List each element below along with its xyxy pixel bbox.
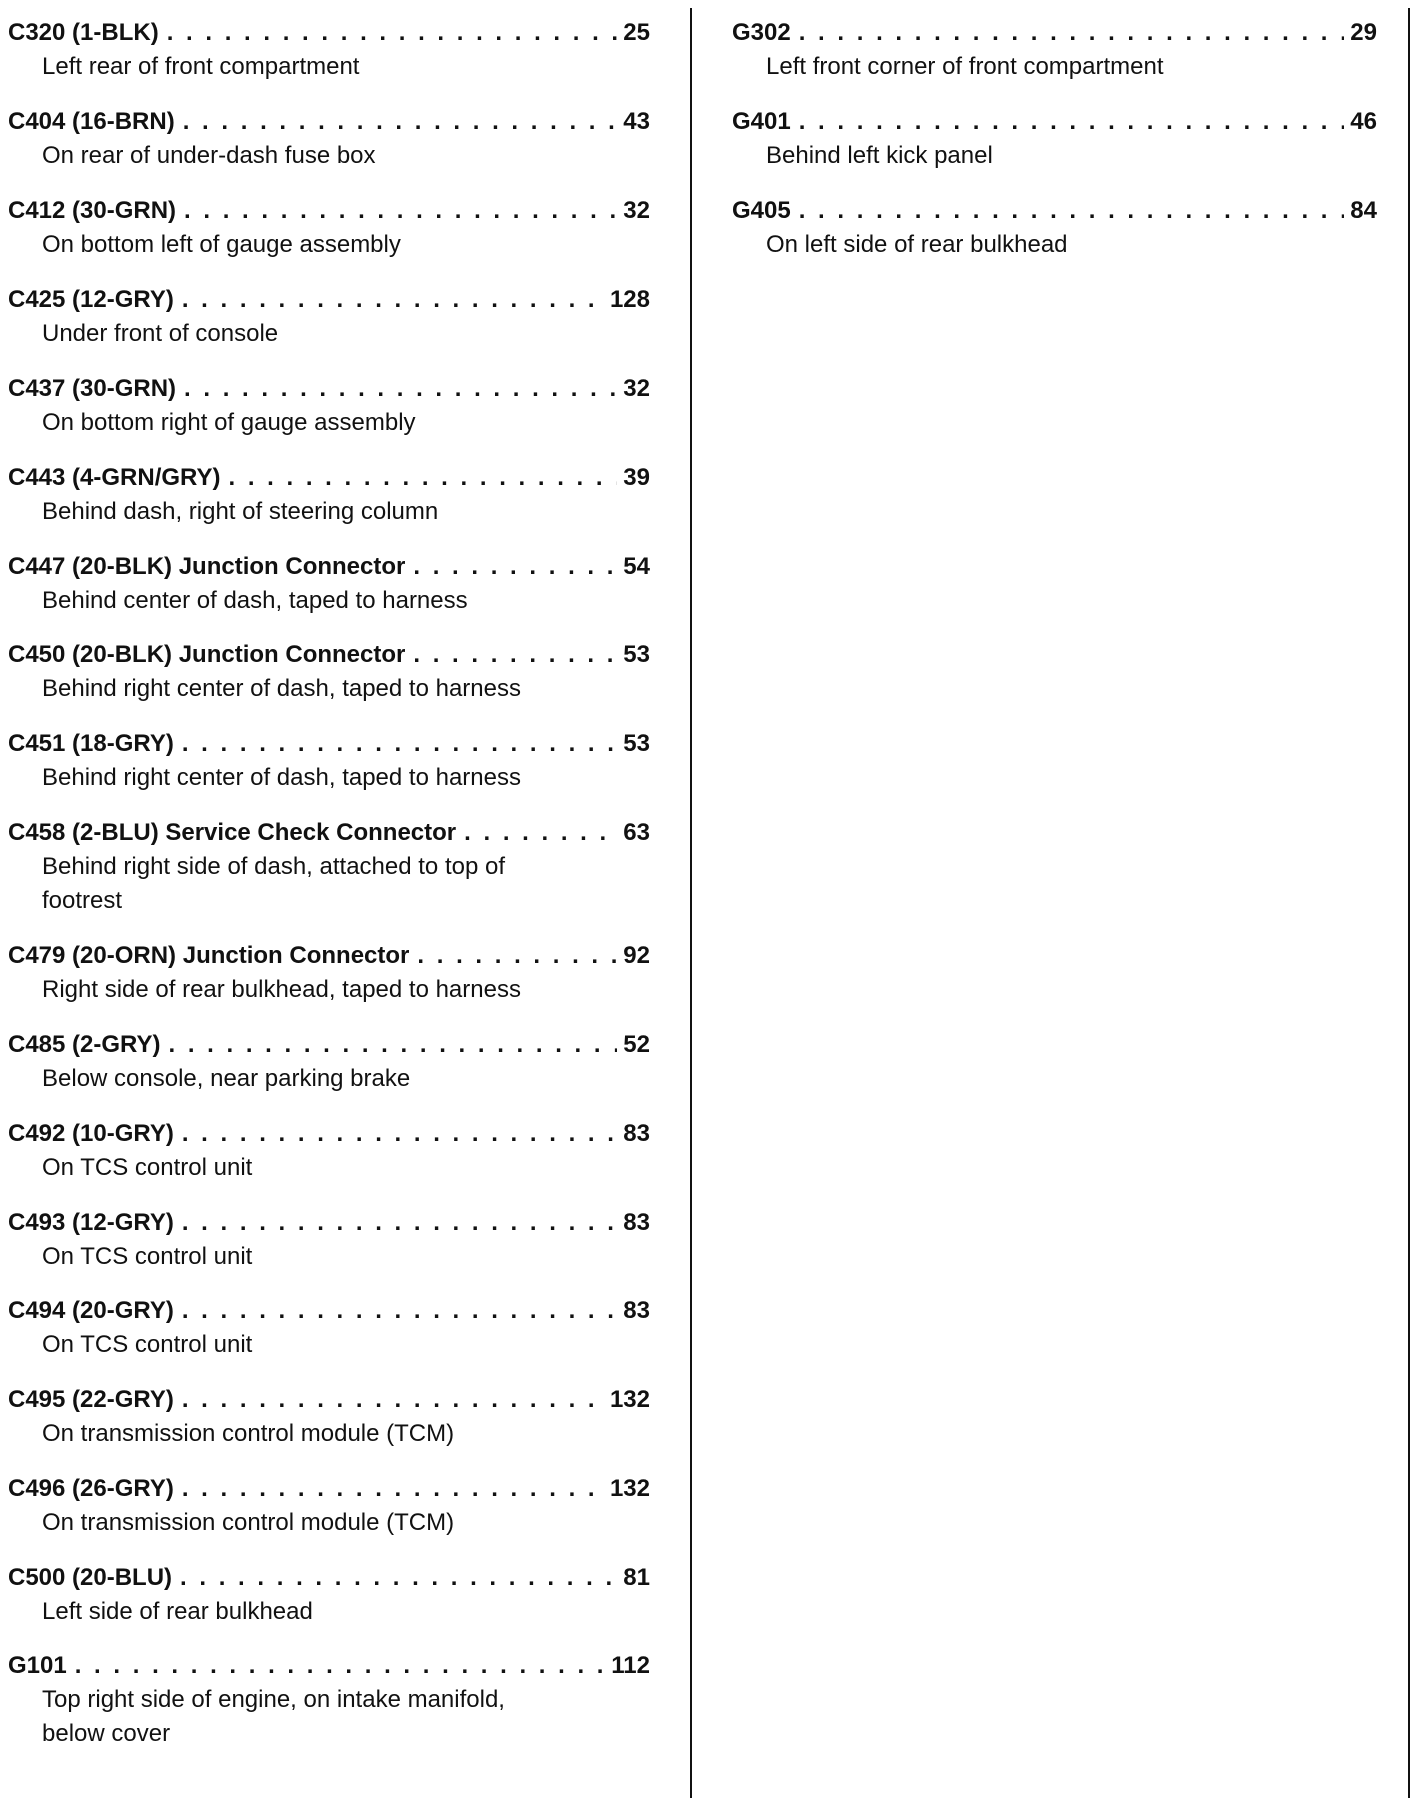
dot-leader [464,816,617,850]
connector-code: C500 (20-BLU) [8,1564,173,1591]
index-entry [8,550,650,618]
right-edge-line [1408,8,1410,1798]
index-entry [8,1294,650,1362]
page-number: 132 [609,1386,650,1413]
location-description: Below console, near parking brake [42,1065,411,1092]
page-number: 29 [1350,19,1377,46]
page-number: 83 [623,1297,650,1324]
entry-heading [8,372,650,406]
page-number: 81 [623,1564,650,1591]
entry-heading [8,1561,650,1595]
center-divider-line [690,8,692,1798]
entry-heading [8,1294,650,1328]
entry-heading [8,16,650,50]
connector-code: C458 (2-BLU) Service Check Connector [8,819,457,846]
location-description: Behind right center of dash, taped to harness [42,764,521,791]
connector-code: C485 (2-GRY) [8,1031,161,1058]
page-number: 83 [623,1209,650,1236]
connector-code: C404 (16-BRN) [8,108,175,135]
connector-code: C492 (10-GRY) [8,1120,174,1147]
connector-code: C450 (20-BLK) Junction Connector [8,641,406,668]
index-entry [8,727,650,795]
entry-heading [8,1649,650,1683]
index-entry [8,638,650,706]
page-number: 54 [623,553,650,580]
entry-heading [8,105,650,139]
dot-leader [799,16,1345,50]
location-description: Behind right center of dash, taped to harness [42,675,521,702]
entry-heading [8,727,650,761]
connector-code: G405 [732,197,791,224]
dot-leader [182,1294,617,1328]
index-entry [8,372,650,440]
location-description: On TCS control unit [42,1243,253,1270]
index-entry [8,461,650,529]
index-entry [732,105,1377,173]
location-description: On transmission control module (TCM) [42,1509,455,1536]
dot-leader [413,638,617,672]
location-description: On TCS control unit [42,1154,253,1181]
connector-code: C479 (20-ORN) Junction Connector [8,942,410,969]
index-entry [8,194,650,262]
index-entry [8,1117,650,1185]
entry-heading [8,1028,650,1062]
entry-heading [8,283,650,317]
dot-leader [228,461,617,495]
index-entry [8,1472,650,1540]
location-description: Under front of console [42,320,279,347]
connector-code: C493 (12-GRY) [8,1209,174,1236]
entry-heading [732,105,1377,139]
dot-leader [182,283,604,317]
location-description: Right side of rear bulkhead, taped to harness [42,976,521,1003]
dot-leader [182,727,617,761]
page-number: 128 [609,286,650,313]
page-number: 32 [623,197,650,224]
entry-heading [8,1472,650,1506]
index-entry [8,939,650,1007]
location-description: On transmission control module (TCM) [42,1420,455,1447]
index-entry [8,16,650,84]
entry-heading [8,194,650,228]
location-description: Behind center of dash, taped to harness [42,587,468,614]
entry-heading [8,550,650,584]
dot-leader [182,1117,617,1151]
dot-leader [184,194,617,228]
entry-heading [8,461,650,495]
location-description: Left rear of front compartment [42,53,360,80]
location-description: On bottom right of gauge assembly [42,409,416,436]
dot-leader [183,105,618,139]
index-entry [732,16,1377,84]
entry-heading [8,638,650,672]
index-entry [8,1028,650,1096]
dot-leader [75,1649,606,1683]
connector-code: C437 (30-GRN) [8,375,177,402]
dot-leader [184,372,617,406]
entry-heading [8,1383,650,1417]
dot-leader [413,550,617,584]
connector-code: G302 [732,19,791,46]
index-entry [8,1206,650,1274]
dot-leader [168,1028,617,1062]
entry-heading [732,194,1377,228]
location-description: On left side of rear bulkhead [766,231,1068,258]
dot-leader [799,105,1345,139]
connector-code: G401 [732,108,791,135]
connector-code: G101 [8,1652,67,1679]
dot-leader [167,16,618,50]
page-number: 39 [623,464,650,491]
page-number: 132 [609,1475,650,1502]
entry-heading [732,16,1377,50]
connector-code: C496 (26-GRY) [8,1475,174,1502]
dot-leader [417,939,617,973]
index-entry [8,1383,650,1451]
page-number: 83 [623,1120,650,1147]
page-number: 52 [623,1031,650,1058]
location-description: On rear of under-dash fuse box [42,142,376,169]
index-entry [8,1561,650,1629]
location-description: Left side of rear bulkhead [42,1598,313,1625]
page-number: 84 [1350,197,1377,224]
dot-leader [182,1206,617,1240]
index-entry [8,105,650,173]
entry-heading [8,816,650,850]
index-entry [8,1649,650,1751]
page-number: 63 [623,819,650,846]
location-description: Top right side of engine, on intake manifold, below cover [42,1686,505,1747]
page-number: 25 [623,19,650,46]
connector-code: C495 (22-GRY) [8,1386,174,1413]
page-number: 32 [623,375,650,402]
location-description: On bottom left of gauge assembly [42,231,401,258]
dot-leader [180,1561,617,1595]
location-description: Behind left kick panel [766,142,993,169]
page-number: 92 [623,942,650,969]
dot-leader [182,1383,604,1417]
page-number: 53 [623,641,650,668]
connector-code: C443 (4-GRN/GRY) [8,464,221,491]
connector-code: C320 (1-BLK) [8,19,159,46]
connector-code: C412 (30-GRN) [8,197,177,224]
page-number: 43 [623,108,650,135]
location-description: Behind right side of dash, attached to top of footrest [42,853,505,914]
page-number: 112 [611,1652,650,1679]
page-number: 53 [623,730,650,757]
location-description: On TCS control unit [42,1331,253,1358]
connector-code: C494 (20-GRY) [8,1297,174,1324]
index-entry [8,816,650,918]
entry-heading [8,1206,650,1240]
entry-heading [8,939,650,973]
entry-heading [8,1117,650,1151]
connector-code: C451 (18-GRY) [8,730,174,757]
location-description: Behind dash, right of steering column [42,498,439,525]
page-number: 46 [1350,108,1377,135]
location-description: Left front corner of front compartment [766,53,1164,80]
connector-code: C447 (20-BLK) Junction Connector [8,553,406,580]
index-entry [8,283,650,351]
dot-leader [799,194,1345,228]
index-entry [732,194,1377,262]
connector-code: C425 (12-GRY) [8,286,174,313]
dot-leader [182,1472,604,1506]
